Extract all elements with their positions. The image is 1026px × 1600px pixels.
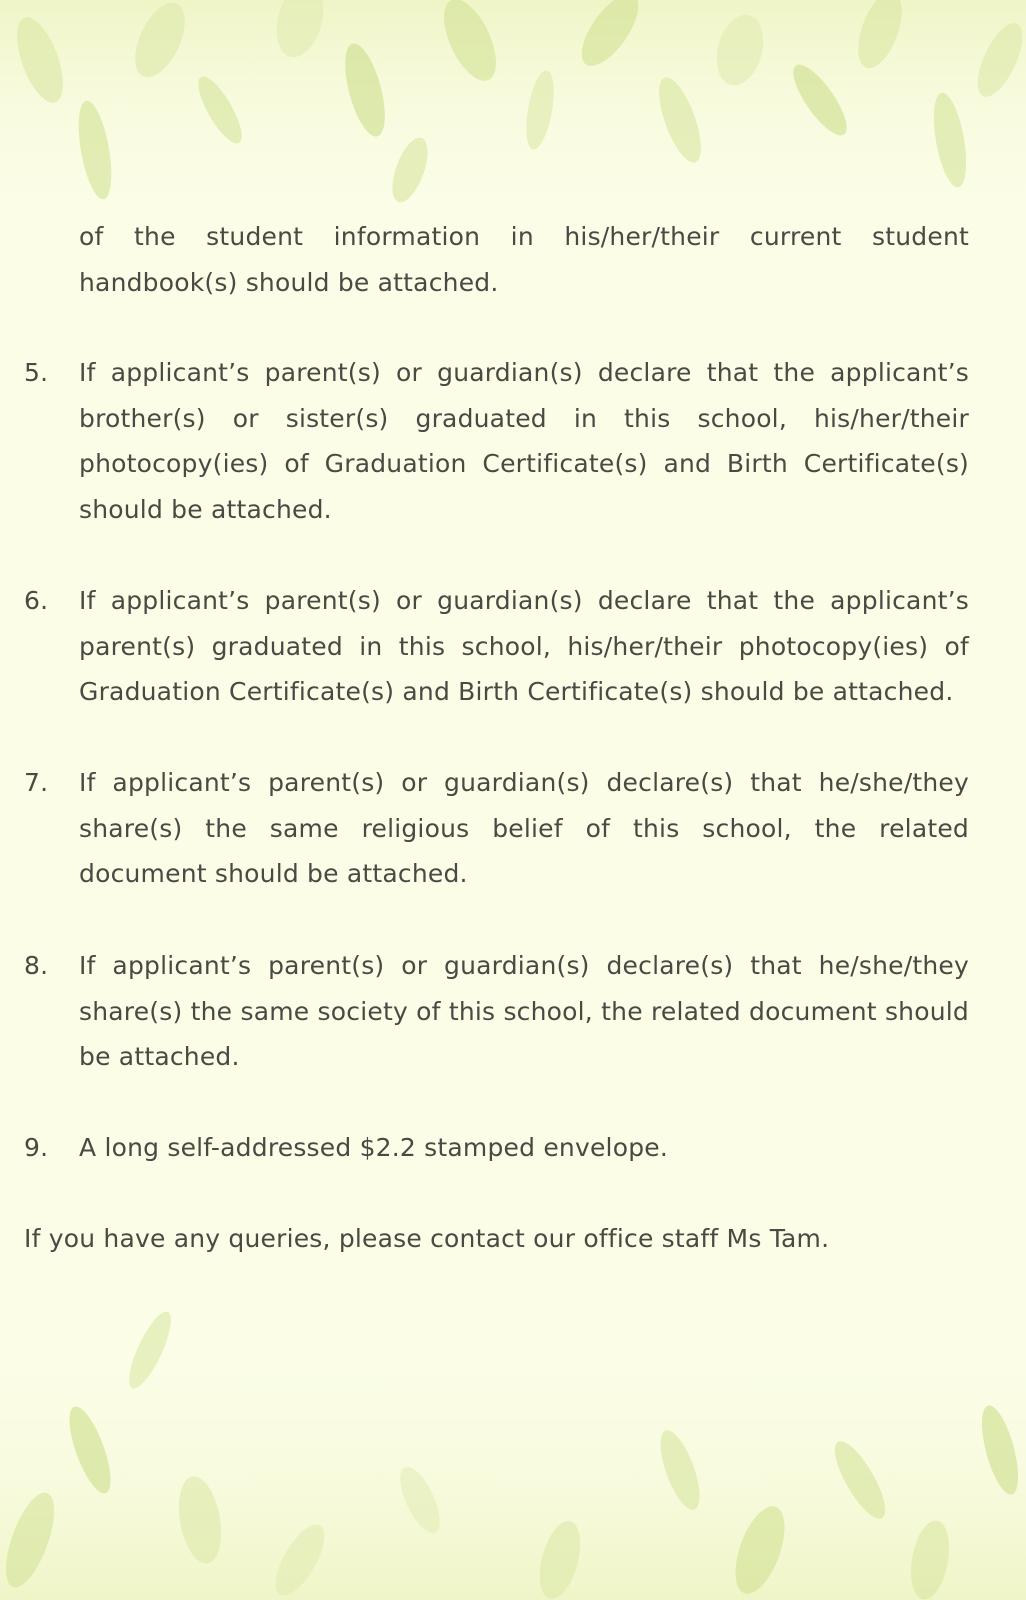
list-item-8 (24, 943, 969, 1080)
list-item-6 (24, 578, 969, 715)
item-text: If applicant’s parent(s) or guardian(s) declare(s) that he/she/they share(s) the same society of this school, the related document should be attached. (79, 951, 969, 1071)
item-text: If applicant’s parent(s) or guardian(s) declare that the applicant’s parent(s) graduated in this school, his/her/their photocopy(ies) of Graduation Certificate(s) and Birth Certificate(s) should be attached. (79, 586, 969, 706)
item-text: If applicant’s parent(s) or guardian(s) declare(s) that he/she/they share(s) the same religious belief of this school, the related document should be attached. (79, 768, 969, 888)
item-number: 6. (24, 586, 49, 615)
list-item-7 (24, 760, 969, 897)
item-number: 7. (24, 768, 49, 797)
list-item-continuation (24, 214, 969, 305)
item-number: 5. (24, 358, 49, 387)
item-text: If applicant’s parent(s) or guardian(s) declare that the applicant’s brother(s) or sister(s) graduated in this school, his/her/their photocopy(ies) of Graduation Certificate(s) and Birth Certificate(s) should be attached. (79, 358, 969, 524)
continuation-text: of the student information in his/her/their current student handbook(s) should be attached. (79, 222, 969, 297)
item-number: 8. (24, 951, 49, 980)
item-number: 9. (24, 1133, 49, 1162)
list-item-9 (24, 1125, 969, 1171)
list-item-5 (24, 350, 969, 532)
item-text: A long self-addressed $2.2 stamped envelope. (79, 1133, 668, 1162)
closing-paragraph: If you have any queries, please contact our office staff Ms Tam. (24, 1224, 830, 1253)
